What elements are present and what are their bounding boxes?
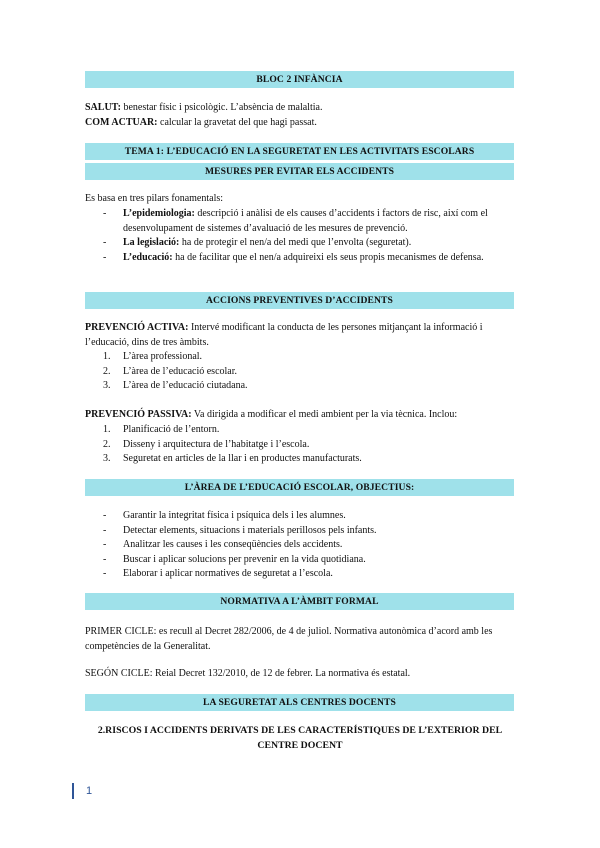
activa-text: Intervé modificant la conducta de les persones mitjançant la informació i l’educació, dins de tres àmbits. xyxy=(85,322,483,348)
list-item: 3. L’àrea de l’educació ciutadana. xyxy=(103,380,248,391)
salut-label: SALUT: xyxy=(85,102,121,113)
primer-cicle xyxy=(85,625,517,654)
activa-label: PREVENCIÓ ACTIVA: xyxy=(85,322,189,333)
com-actuar-text: calcular la gravetat del que hagi passat. xyxy=(157,116,317,128)
list-item: 2. L’àrea de l’educació escolar. xyxy=(103,365,238,377)
band-mesures: MESURES PER EVITAR ELS ACCIDENTS xyxy=(85,163,514,180)
list-item: - Buscar i aplicar solucions per prevenir en la vida quotidiana. xyxy=(103,553,366,565)
passiva-list xyxy=(85,423,517,467)
com-actuar-label: COM ACTUAR: xyxy=(85,116,158,128)
list-item: 1. L’àrea professional. xyxy=(103,351,203,362)
list-item: - L’educació: ha de facilitar que el nen/a adquireixi els seus propis mecanismes de defensa. xyxy=(103,251,484,263)
band-area: L’ÀREA DE L’EDUCACIÓ ESCOLAR, OBJECTIUS: xyxy=(85,479,514,496)
passiva-text: Va dirigida a modificar el medi ambient per la via tècnica. Inclou: xyxy=(191,409,458,420)
list-item: - La legislació: ha de protegir el nen/a del medi que l’envolta (seguretat). xyxy=(103,237,412,248)
objectius-list xyxy=(85,509,517,582)
pilars-list xyxy=(85,207,517,265)
band-tema: TEMA 1: L’EDUCACIÓ EN LA SEGURETAT EN LES ACTIVITATS ESCOLARS xyxy=(85,143,514,160)
segon-cicle-label: SEGÓN CICLE: xyxy=(85,668,153,679)
segon-cicle xyxy=(85,667,517,682)
activa-list xyxy=(85,350,517,394)
band-accions: ACCIONS PREVENTIVES D’ACCIDENTS xyxy=(85,292,514,309)
list-item: 2. Disseny i arquitectura de l’habitatge i l’escola. xyxy=(103,438,310,450)
list-item: 3. Seguretat en articles de la llar i en productes manufacturats. xyxy=(103,453,362,464)
passiva-label: PREVENCIÓ PASSIVA: xyxy=(85,409,192,420)
pilars-lead: Es basa en tres pilars fonamentals: xyxy=(85,193,224,204)
segon-cicle-text: Reial Decret 132/2010, de 12 de febrer. La normativa és estatal. xyxy=(152,668,411,679)
prevencio-activa xyxy=(85,321,517,350)
page-number: 1 xyxy=(86,785,93,797)
band-bloc: BLOC 2 INFÀNCIA xyxy=(85,71,514,88)
list-item: - L’epidemiologia: descripció i anàlisi de els causes d’accidents i factors de risc, així com el desenvolupament de sistemes d’avaluació de les mesures de prevenció. xyxy=(103,208,488,234)
prevencio-passiva xyxy=(85,408,517,423)
page-number-bar xyxy=(72,783,74,799)
section-2-heading: 2.RISCOS I ACCIDENTS DERIVATS DE LES CARACTERÍSTIQUES DE L’EXTERIOR DEL CENTRE DOCENT xyxy=(97,725,503,751)
list-item: - Detectar elements, situacions i materials perillosos pels infants. xyxy=(103,524,377,536)
list-item: - Garantir la integritat física i psíquica dels i les alumnes. xyxy=(103,510,346,521)
primer-cicle-text: es recull al Decret 282/2006, de 4 de juliol. Normativa autonòmica d’acord amb les competències de la Generalitat. xyxy=(85,626,493,652)
list-item: - Analitzar les causes i les conseqüències dels accidents. xyxy=(103,539,343,550)
salut-text: benestar físic i psicològic. L’absència de malaltia. xyxy=(120,102,323,113)
list-item: - Elaborar i aplicar normatives de seguretat a l’escola. xyxy=(103,568,333,579)
band-normativa: NORMATIVA A L’ÀMBIT FORMAL xyxy=(85,593,514,610)
list-item: 1. Planificació de l’entorn. xyxy=(103,424,220,435)
primer-cicle-label: PRIMER CICLE: xyxy=(85,626,157,637)
band-seguretat: LA SEGURETAT ALS CENTRES DOCENTS xyxy=(85,694,514,711)
intro-definitions xyxy=(85,101,517,130)
